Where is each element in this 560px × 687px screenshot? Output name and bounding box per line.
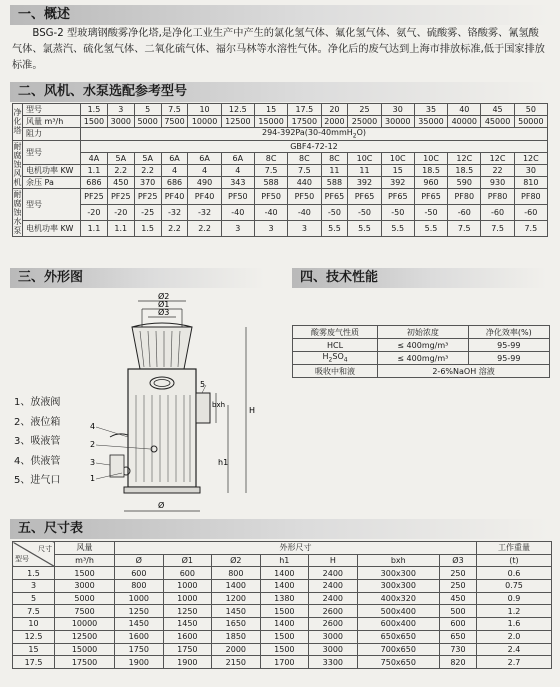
table-cell: 3000 [309,630,358,643]
initial-concentration: ≤ 400mg/m³ [378,339,468,352]
intro-paragraph: BSG-2 型玻璃钢酸雾净化塔,是净化工业生产中产生的氯化氢气体、氟化氢气体、氨气、硫酸雾、铬酸雾、氰氢酸气体、氯蒸汽、硫化氢气体、二氧化硫气体、福尔马林等水溶性气体。净化后的废气达到上海市排放标准,低于国家排放标准。 [12,28,545,71]
pump-fan-selection-table [12,103,548,237]
fan-model: 12C [448,152,481,164]
tower-airflow: 50000 [514,116,547,128]
row-label: 型号 [23,104,81,116]
table-cell: 750x650 [357,656,439,669]
fan-pressure: 960 [414,176,447,188]
fan-pressure: 392 [381,176,414,188]
dim-h1: h1 [218,458,229,467]
fan-pressure: 588 [254,176,287,188]
table-row [13,618,552,631]
dimension-col-header: Ø2 [212,554,261,567]
efficiency: 95-99 [468,352,549,365]
pump-model: PF80 [514,188,547,204]
table-cell: 1450 [115,618,164,631]
table-cell: 7500 [55,605,115,618]
table-cell: 0.75 [476,580,551,593]
fan-model: 8C [254,152,287,164]
tower-model: 12.5 [221,104,254,116]
tower-airflow: 1500 [81,116,108,128]
table-cell: 500 [439,605,476,618]
pump-model-suffix: -25 [134,204,161,220]
absorb-label: 吸收中和液 [293,365,378,378]
section4-title: 四、技术性能 [292,268,547,288]
table-row [13,580,552,593]
section2-title: 二、风机、水泵选配参考型号 [10,82,550,102]
table-cell: 1250 [163,605,212,618]
gas-name: $H_2SO_4$ [293,352,378,365]
pump-model-suffix: -40 [288,204,321,220]
group-label: 耐腐蚀风机 [13,141,22,187]
row-label: 余压 Pa [23,176,81,188]
dimension-col-header: Ø [115,554,164,567]
col-header: 净化效率(%) [468,326,549,339]
table-cell: 1500 [260,605,309,618]
group-label: 耐腐蚀水泵 [13,189,22,235]
fan-pressure: 588 [321,176,348,188]
table-cell: 0.6 [476,567,551,580]
legend-item: 5、进气口 [14,475,61,486]
airflow-header: 风量 [55,542,115,555]
table-cell: 2400 [309,592,358,605]
fan-power: 7.5 [254,164,287,176]
pump-power: 5.5 [381,220,414,236]
table-cell: 1400 [260,618,309,631]
table-cell: 1380 [260,592,309,605]
dimension-col-header: Ø3 [439,554,476,567]
legend-item: 4、供液管 [14,455,61,467]
fan-model: 4A [81,152,108,164]
dim-d: Ø [158,501,165,510]
pump-model-suffix: -20 [81,204,108,220]
fan-power: 30 [514,164,547,176]
col-header: 酸雾废气性质 [293,326,378,339]
table-cell: 2400 [309,567,358,580]
tech-performance-table [292,325,550,378]
fan-power: 7.5 [288,164,321,176]
fan-series: GBF4-72-12 [81,140,548,152]
table-cell: 700x650 [357,643,439,656]
table-cell: 1000 [163,580,212,593]
tower-airflow: 12500 [221,116,254,128]
table-cell: 1600 [115,630,164,643]
table-cell: 600 [115,567,164,580]
tower-airflow: 25000 [348,116,381,128]
table-cell: 730 [439,643,476,656]
tower-airflow: 45000 [481,116,514,128]
section3-title: 三、外形图 [10,268,265,288]
col-header: 初始浓度 [378,326,468,339]
pump-power: 5.5 [321,220,348,236]
fan-model: 10C [381,152,414,164]
table-cell: 600x400 [357,618,439,631]
tower-model: 50 [514,104,547,116]
pump-power: 7.5 [481,220,514,236]
fan-model: 8C [288,152,321,164]
pump-model: PF65 [414,188,447,204]
table-cell: 1650 [212,618,261,631]
table-cell: 12.5 [13,630,55,643]
fan-power: 4 [221,164,254,176]
fan-pressure: 930 [481,176,514,188]
table-cell: 1700 [260,656,309,669]
pump-power: 5.5 [348,220,381,236]
dimension-table [12,541,552,669]
table-cell: 1500 [260,643,309,656]
table-cell: 2000 [212,643,261,656]
dim-d3: Ø3 [158,308,170,317]
fan-model: 6A [161,152,188,164]
tower-airflow: 3000 [107,116,134,128]
pump-model: PF50 [288,188,321,204]
fan-model: 5A [134,152,161,164]
tower-model: 5 [134,104,161,116]
pump-power: 3 [288,220,321,236]
table-cell: 17.5 [13,656,55,669]
legend-item: 2、液位箱 [14,416,61,428]
table-cell: 10 [13,618,55,631]
table-cell: 0.9 [476,592,551,605]
table-cell: 1200 [212,592,261,605]
table-cell: 15000 [55,643,115,656]
table-cell: 600 [163,567,212,580]
tower-airflow: 5000 [134,116,161,128]
table-cell: 650x650 [357,630,439,643]
tower-model: 30 [381,104,414,116]
fan-power: 4 [188,164,221,176]
tower-model: 40 [448,104,481,116]
tower-airflow: 15000 [254,116,287,128]
fan-pressure: 450 [107,176,134,188]
fan-power: 11 [348,164,381,176]
table-cell: 300x300 [357,567,439,580]
pump-model-suffix: -40 [221,204,254,220]
diagram-legend [14,393,60,491]
table-cell: 500x400 [357,605,439,618]
weight-header: 工作重量 [476,542,551,555]
pump-model-suffix: -32 [161,204,188,220]
tower-airflow: 17500 [288,116,321,128]
table-cell: 1450 [212,605,261,618]
table-cell: 1750 [115,643,164,656]
fan-pressure: 490 [188,176,221,188]
row-label: 型号 [23,188,81,220]
pump-power: 3 [221,220,254,236]
row-label: 风量 m³/h [23,116,81,128]
table-cell: 250 [439,580,476,593]
table-cell: 650 [439,630,476,643]
table-cell: 2.7 [476,656,551,669]
fan-power: 2.2 [134,164,161,176]
table-row [13,592,552,605]
table-cell: 1850 [212,630,261,643]
legend-item: 3、吸液管 [14,436,61,447]
table-cell: 820 [439,656,476,669]
dim-d2: Ø2 [158,292,170,301]
fan-model: 12C [481,152,514,164]
tower-airflow: 40000 [448,116,481,128]
table-cell: 1000 [163,592,212,605]
table-row [13,643,552,656]
table-cell: 5000 [55,592,115,605]
fan-pressure: 810 [514,176,547,188]
callout-1: 1 [90,474,96,483]
tower-model: 20 [321,104,348,116]
tower-resistance: 294-392Pa(30-40mmH$_2$O) [81,128,548,141]
table-cell: 7.5 [13,605,55,618]
callout-2: 2 [90,440,96,449]
tower-airflow: 30000 [381,116,414,128]
table-cell: 1.6 [476,618,551,631]
tower-airflow: 2000 [321,116,348,128]
fan-pressure: 370 [134,176,161,188]
callout-5: 5 [200,380,206,389]
table-cell: 1500 [55,567,115,580]
table-cell: 1750 [163,643,212,656]
table-cell: 1900 [163,656,212,669]
callout-3: 3 [90,458,96,467]
pump-power: 7.5 [448,220,481,236]
pump-model: PF25 [81,188,108,204]
tower-model: 35 [414,104,447,116]
pump-power: 3 [254,220,287,236]
group-label: 净化塔 [13,104,23,141]
pump-model-suffix: -20 [107,204,134,220]
pump-power: 5.5 [414,220,447,236]
callout-4: 4 [90,422,96,431]
fan-power: 15 [381,164,414,176]
pump-model: PF25 [134,188,161,204]
pump-model: PF50 [254,188,287,204]
table-cell: 1400 [260,580,309,593]
table-cell: 3300 [309,656,358,669]
fan-pressure: 440 [288,176,321,188]
table-cell: 2.0 [476,630,551,643]
row-label: 电机功率 KW [23,220,81,236]
fan-model: 5A [107,152,134,164]
table-cell: 3000 [55,580,115,593]
fan-power: 22 [481,164,514,176]
table-cell: 12500 [55,630,115,643]
pump-model: PF25 [107,188,134,204]
row-label: 电机功率 KW [23,164,81,176]
table-row [13,630,552,643]
tower-airflow: 35000 [414,116,447,128]
section5-title: 五、尺寸表 [10,519,550,539]
pump-model-suffix: -60 [481,204,514,220]
tower-airflow: 7500 [161,116,188,128]
fan-pressure: 590 [448,176,481,188]
pump-model: PF65 [321,188,348,204]
fan-model: 6A [188,152,221,164]
tower-outline-drawing [88,287,278,525]
pump-model-suffix: -50 [381,204,414,220]
tower-model: 15 [254,104,287,116]
table-cell: 800 [115,580,164,593]
dimension-col-header: H [309,554,358,567]
initial-concentration: ≤ 400mg/m³ [378,352,468,365]
pump-model-suffix: -60 [448,204,481,220]
pump-power: 2.2 [188,220,221,236]
table-cell: 5 [13,592,55,605]
pump-model: PF65 [348,188,381,204]
fan-power: 2.2 [107,164,134,176]
pump-power: 2.2 [161,220,188,236]
pump-model: PF40 [161,188,188,204]
fan-pressure: 343 [221,176,254,188]
pump-model: PF50 [221,188,254,204]
pump-model-suffix: -50 [414,204,447,220]
row-label: 阻力 [23,128,81,141]
fan-model: 12C [514,152,547,164]
table-cell: 1250 [115,605,164,618]
weight-unit: (t) [476,554,551,567]
fan-power: 18.5 [414,164,447,176]
table-cell: 1450 [163,618,212,631]
fan-model: 6A [221,152,254,164]
tower-model: 45 [481,104,514,116]
table-cell: 1400 [212,580,261,593]
table-cell: 2400 [309,580,358,593]
table-cell: 2600 [309,618,358,631]
table-cell: 2600 [309,605,358,618]
pump-model: PF80 [448,188,481,204]
table-cell: 3 [13,580,55,593]
dim-h: H [249,406,256,415]
dimension-col-header: Ø1 [163,554,212,567]
pump-power: 7.5 [514,220,547,236]
pump-model-suffix: -40 [254,204,287,220]
fan-pressure: 686 [161,176,188,188]
table-cell: 2150 [212,656,261,669]
pump-model: PF80 [481,188,514,204]
pump-power: 1.1 [81,220,108,236]
pump-model-suffix: -50 [321,204,348,220]
fan-model: 10C [414,152,447,164]
section1-title: 一、概述 [10,5,550,25]
gas-name: HCL [293,339,378,352]
table-cell: 3000 [309,643,358,656]
dim-d1: Ø1 [158,300,170,309]
table-row [13,605,552,618]
table-cell: 2.4 [476,643,551,656]
table-cell: 400x320 [357,592,439,605]
fan-model: 8C [321,152,348,164]
row-label: 型号 [23,140,81,164]
efficiency: 95-99 [468,339,549,352]
table-cell: 1000 [115,592,164,605]
tower-model: 17.5 [288,104,321,116]
table-cell: 1400 [260,567,309,580]
pump-model: PF40 [188,188,221,204]
dimension-col-header: bxh [357,554,439,567]
absorb-value: 2-6%NaOH 溶液 [378,365,550,378]
pump-model: PF65 [381,188,414,204]
tower-model: 1.5 [81,104,108,116]
legend-item: 1、放液阀 [14,397,61,408]
tower-model: 25 [348,104,381,116]
table-cell: 10000 [55,618,115,631]
table-cell: 15 [13,643,55,656]
pump-model-suffix: -50 [348,204,381,220]
fan-pressure: 392 [348,176,381,188]
table-cell: 1.5 [13,567,55,580]
table-cell: 1.2 [476,605,551,618]
pump-model-suffix: -60 [514,204,547,220]
corner-cell: 尺寸 型号 [13,542,55,567]
pump-model-suffix: -32 [188,204,221,220]
table-cell: 800 [212,567,261,580]
tower-airflow: 10000 [188,116,221,128]
tower-model: 3 [107,104,134,116]
table-row [13,567,552,580]
pump-power: 1.1 [107,220,134,236]
fan-model: 10C [348,152,381,164]
fan-pressure: 686 [81,176,108,188]
table-cell: 17500 [55,656,115,669]
table-cell: 1500 [260,630,309,643]
table-cell: 1600 [163,630,212,643]
fan-power: 1.1 [81,164,108,176]
table-cell: 1900 [115,656,164,669]
fan-power: 18.5 [448,164,481,176]
fan-power: 4 [161,164,188,176]
table-cell: 250 [439,567,476,580]
table-row [13,656,552,669]
dimension-col-header: h1 [260,554,309,567]
dim-bxh: bxh [212,401,226,409]
table-cell: 300x300 [357,580,439,593]
pump-power: 1.5 [134,220,161,236]
table-cell: 450 [439,592,476,605]
tower-model: 10 [188,104,221,116]
table-cell: 600 [439,618,476,631]
tower-model: 7.5 [161,104,188,116]
airflow-unit: m³/h [55,554,115,567]
fan-power: 11 [321,164,348,176]
outline-header: 外形尺寸 [115,542,477,555]
